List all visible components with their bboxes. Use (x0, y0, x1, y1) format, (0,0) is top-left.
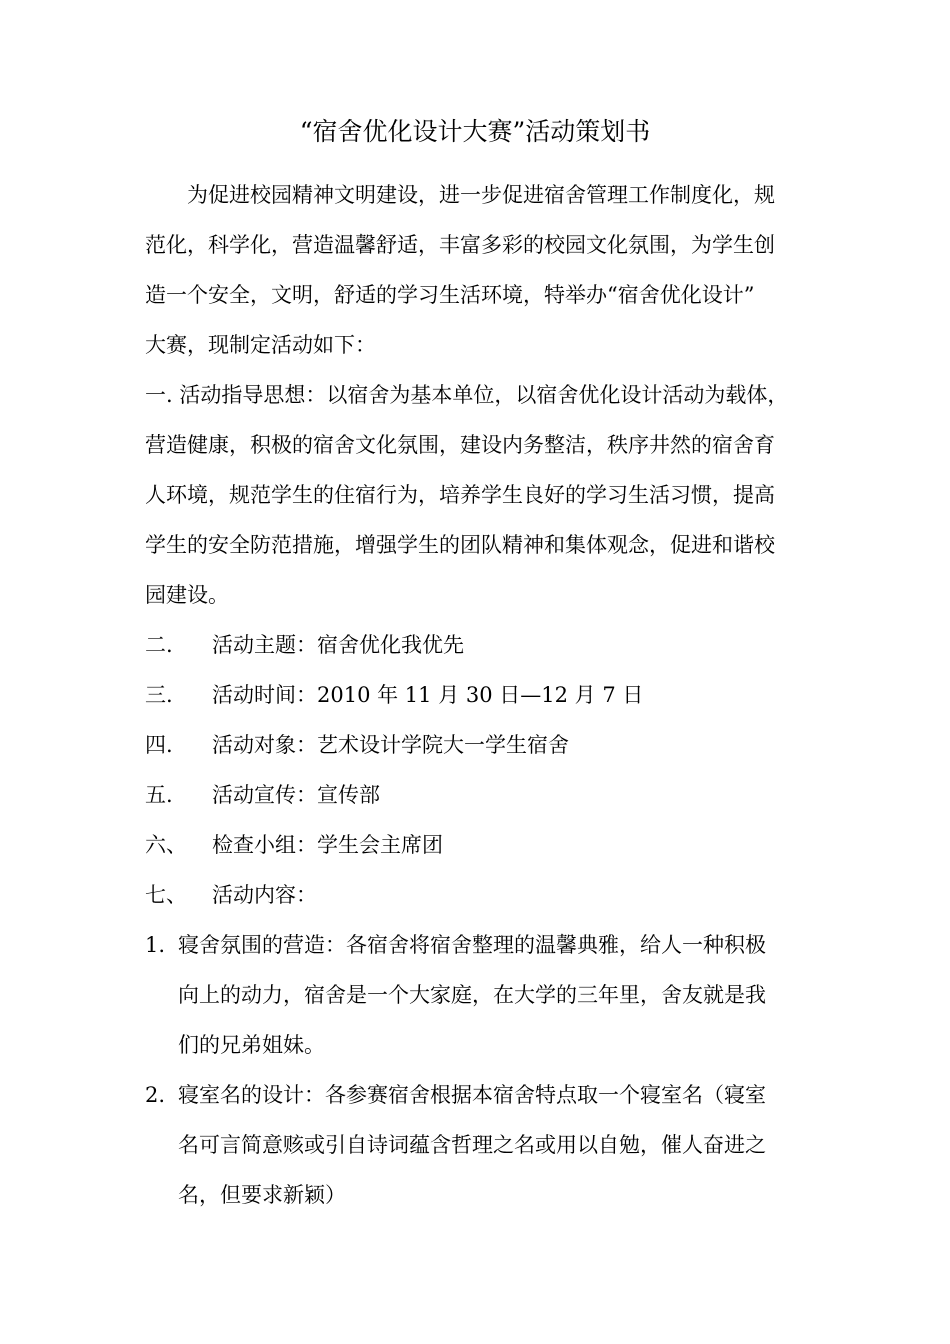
section-text: 活动宣传：宣传部 (212, 783, 380, 807)
intro-line: 造一个安全，文明，舒适的学习生活环境，特举办“宿舍优化设计” (145, 283, 755, 307)
section1-line: 一. 活动指导思想：以宿舍为基本单位，以宿舍优化设计活动为载体， (145, 383, 789, 407)
intro-line: 范化，科学化，营造温馨舒适，丰富多彩的校园文化氛围，为学生创 (145, 233, 775, 257)
section1-line: 学生的安全防范措施，增强学生的团队精神和集体观念，促进和谐校 (145, 533, 775, 557)
section-text: 活动对象：艺术设计学院大一学生宿舍 (212, 733, 569, 757)
content-list-item (145, 920, 810, 1070)
content-item-line: 寝舍氛围的营造：各宿舍将宿舍整理的温馨典雅，给人一种积极 (178, 933, 766, 957)
document-body (145, 170, 810, 1220)
section-item (145, 770, 810, 820)
section-text: 活动主题：宿舍优化我优先 (212, 633, 464, 657)
section-number: 五. (145, 783, 173, 807)
content-item-line: 名可言简意赅或引自诗词蕴含哲理之名或用以自勉，催人奋进之 (178, 1133, 766, 1157)
section-text: 活动内容： (212, 883, 317, 907)
section-item (145, 820, 810, 870)
content-item-line: 名，但要求新颖） (178, 1183, 346, 1207)
content-item-line: 寝室名的设计：各参赛宿舍根据本宿舍特点取一个寝室名（寝室 (178, 1083, 766, 1107)
section-text: 活动时间：2010 年 11 月 30 日—12 月 7 日 (212, 683, 644, 707)
section1-line: 营造健康，积极的宿舍文化氛围，建设内务整洁，秩序井然的宿舍育 (145, 433, 775, 457)
section-number: 七、 (145, 883, 187, 907)
section-number: 六、 (145, 833, 187, 857)
section-item (145, 670, 810, 720)
section-number: 三. (145, 683, 173, 707)
content-item-number: 2. (145, 1083, 166, 1107)
content-list-item (145, 1070, 810, 1220)
section-text: 检查小组：学生会主席团 (212, 833, 443, 857)
intro-line: 大赛，现制定活动如下： (145, 333, 376, 357)
section-number: 二. (145, 633, 173, 657)
section-item (145, 870, 810, 920)
intro-line: 为促进校园精神文明建设，进一步促进宿舍管理工作制度化，规 (187, 183, 775, 207)
section1-line: 园建设。 (145, 583, 229, 607)
section-item (145, 720, 810, 770)
content-item-line: 向上的动力，宿舍是一个大家庭，在大学的三年里，舍友就是我 (178, 983, 766, 1007)
document-title: “宿舍优化设计大赛”活动策划书 (299, 117, 651, 146)
section-item (145, 620, 810, 670)
section1-line: 人环境，规范学生的住宿行为，培养学生良好的学习生活习惯，提高 (145, 483, 775, 507)
section-number: 四. (145, 733, 173, 757)
content-item-line: 们的兄弟姐妹。 (178, 1033, 325, 1057)
content-item-number: 1. (145, 933, 166, 957)
